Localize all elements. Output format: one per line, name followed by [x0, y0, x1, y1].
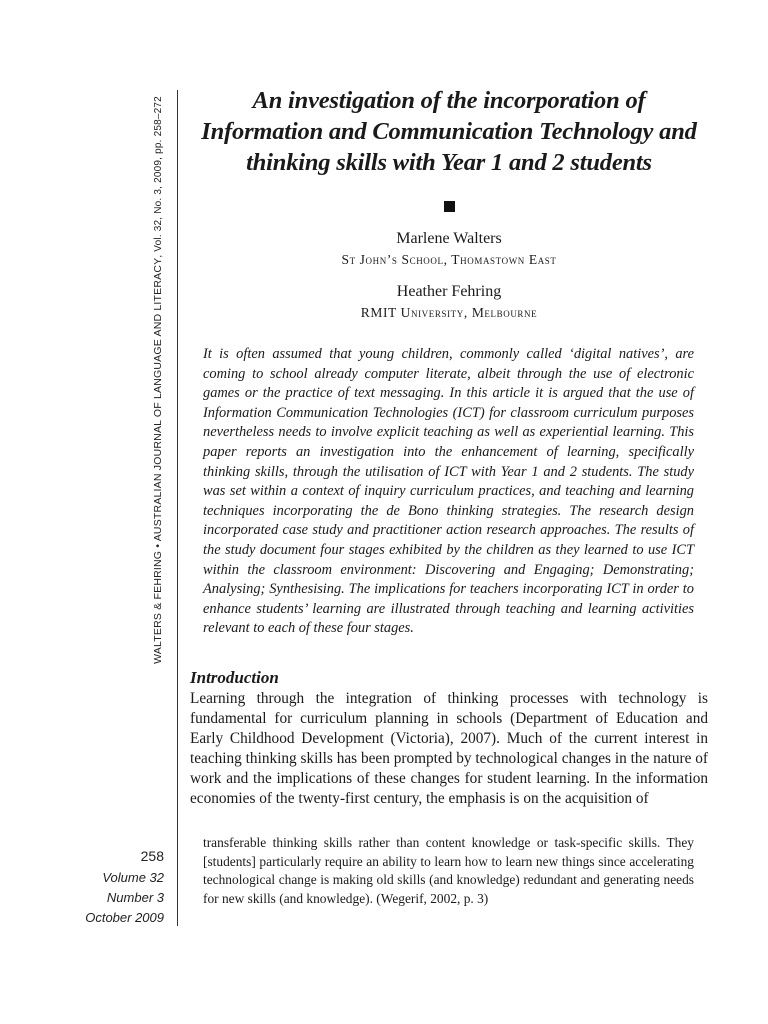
running-head-authors: WALTERS & FEHRING [152, 550, 164, 664]
volume-label: Volume 32 [102, 870, 164, 885]
article-title: An investigation of the incorporation of Information and Communication Technology and thinking skills with Year 1 and 2 students [201, 87, 697, 176]
issue-number-label: Number 3 [106, 890, 164, 905]
author-affiliation: RMIT University, Melbourne [360, 305, 538, 320]
author-name: Heather Fehring [396, 283, 502, 300]
running-head [152, 96, 164, 664]
ornament-square [444, 201, 455, 212]
intro-paragraph: Learning through the integration of thinking processes with technology is fundamental for curriculum planning in schools (Department of Education and Early Childhood Development (Victoria), 2007). Much of the current interest in teaching thinking skills has been prompted by technological changes in the nature of work and the implications of these changes for student learning. In the information economies of the twenty-first century, the emphasis is on the acquisition of [190, 690, 708, 807]
section-heading-introduction: Introduction [190, 668, 279, 687]
running-head-journal: AUSTRALIAN JOURNAL OF LANGUAGE AND LITERACY [152, 257, 164, 542]
author-affiliation: St John’s School, Thomastown East [341, 252, 557, 267]
abstract: It is often assumed that young children, commonly called ‘digital natives’, are coming to school already computer literate, albeit through the use of electronic games or the practice of text messaging. In this article it is argued that the use of Information Communication Technologies (ICT) for classroom curriculum purposes nevertheless needs to involve explicit teaching as well as experiential learning. This paper reports an investigation into the enhancement of learning, specifically thinking skills, through the utilisation of ICT with Year 1 and 2 students. The study was set within a context of inquiry curriculum practices, and teaching and learning techniques incorporating the de Bono thinking strategies. The research design incorporated case study and practitioner action research approaches. The results of the study document four stages exhibited by the children as they learned to use ICT within the classroom environment: Discovering and Engaging; Demonstrating; Analysing; Synthesising. The implications for teachers incorporating ICT in order to enhance students’ learning are illustrated through teaching and learning activities relevant to each of these four stages. [203, 346, 694, 637]
block-quote: transferable thinking skills rather than content knowledge or task-specific skills. They [students] particularly require an ability to learn how to learn new things since accelerating technological change is making old skills (and knowledge) redundant and generating needs for new skills (and knowledge). (Wegerif, 2002, p. 3) [203, 835, 694, 906]
author-name: Marlene Walters [396, 230, 502, 247]
running-head-citation: , Vol. 32, No. 3, 2009, pp. 258–272 [153, 96, 164, 258]
page-number: 258 [140, 848, 164, 864]
issue-date-label: October 2009 [85, 910, 164, 925]
running-head-separator: • [152, 543, 164, 548]
margin-rule [177, 90, 178, 926]
